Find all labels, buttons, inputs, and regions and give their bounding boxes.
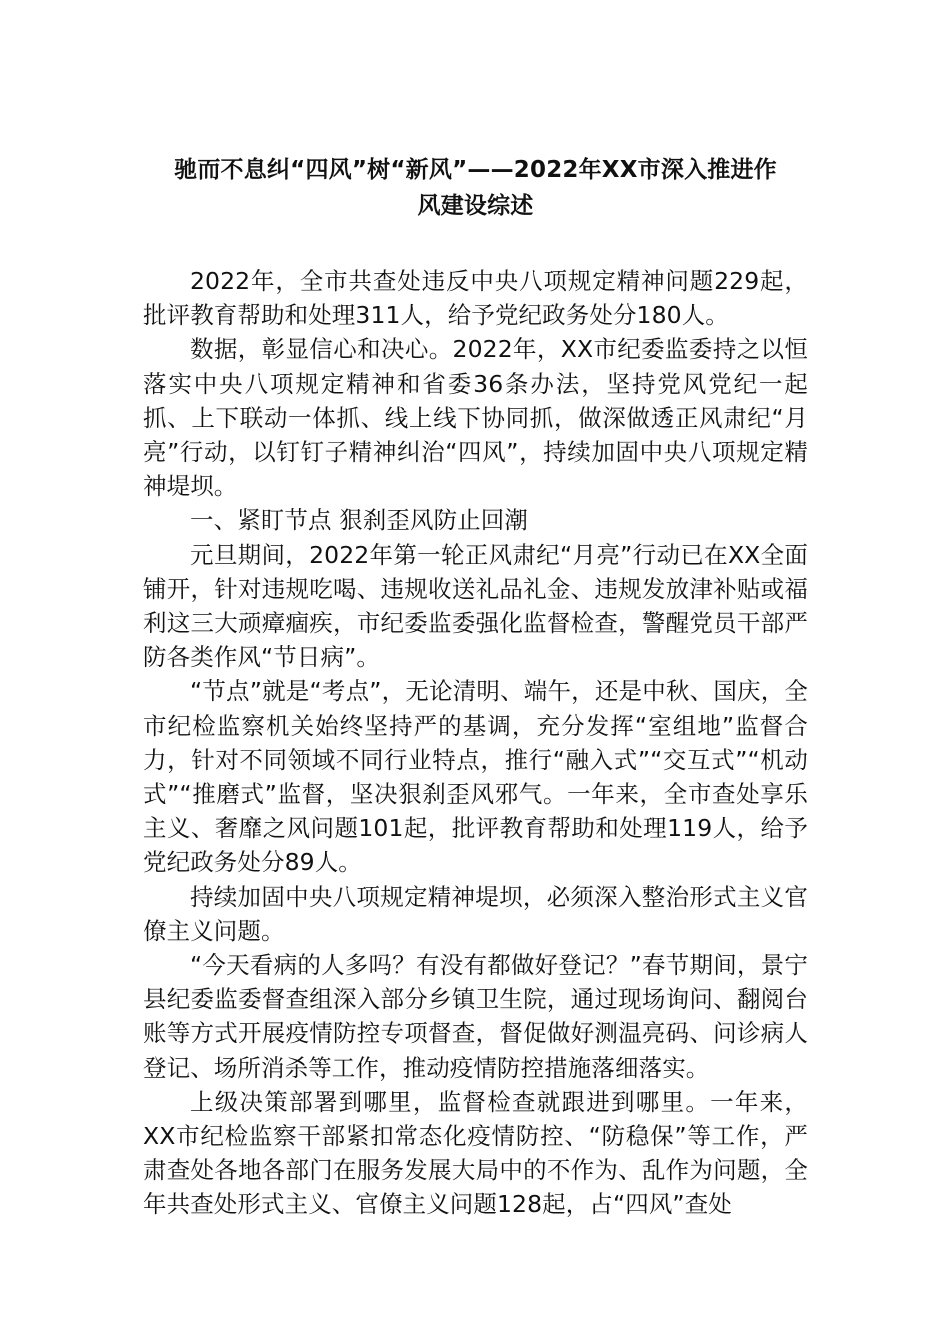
paragraph-festival-nodes: “节点”就是“考点”，无论清明、端午，还是中秋、国庆，全市纪检监察机关始终坚持严的基调，充分发挥“室组地”监督合力，针对不同领域不同行业特点，推行“融入式”“交互式”“机动式”“推磨式”监督，坚决狠刹歪风邪气。一年来，全市查处享乐主义、奢靡之风问题101起，批评教育帮助和处理119人，给予党纪政务处分89人。 [143, 677, 808, 877]
paragraph-formalism: 持续加固中央八项规定精神堤坝，必须深入整治形式主义官僚主义问题。 [143, 882, 808, 945]
paragraph-summary-stats: 2022年，全市共查处违反中央八项规定精神问题229起，批评教育帮助和处理311人，给予党纪政务处分180人。 [143, 267, 808, 330]
paragraph-new-year: 元旦期间，2022年第一轮正风肃纪“月亮”行动已在XX全面铺开，针对违规吃喝、违规收送礼品礼金、违规发放津补贴或福利这三大顽瘴痼疾，市纪委监委强化监督检查，警醒党员干部严防各类作风“节日病”。 [143, 540, 808, 672]
paragraph-jingning-inspection: “今天看病的人多吗？有没有都做好登记？”春节期间，景宁县纪委监委督查组深入部分乡镇卫生院，通过现场询问、翻阅台账等方式开展疫情防控专项督查，督促做好测温亮码、问诊病人登记、场所消杀等工作，推动疫情防控措施落细落实。 [143, 951, 808, 1082]
document-title-line-2: 风建设综述 [417, 193, 534, 219]
document-title [143, 152, 808, 224]
paragraph-supervision-follow-up: 上级决策部署到哪里，监督检查就跟进到哪里。一年来，XX市纪检监察干部紧扣常态化疫情防控、“防稳保”等工作，严肃查处各地各部门在服务发展大局中的不作为、乱作为问题，全年共查处形式主义、官僚主义问题128起，占“四风”查处 [143, 1087, 808, 1219]
document-body [143, 152, 808, 1222]
paragraph-confidence: 数据，彰显信心和决心。2022年，XX市纪委监委持之以恒落实中央八项规定精神和省委36条办法，坚持党风党纪一起抓、上下联动一体抓、线上线下协同抓，做深做透正风肃纪“月亮”行动，以钉钉子精神纠治“四风”，持续加固中央八项规定精神堤坝。 [143, 335, 808, 501]
section-heading-1: 一、紧盯节点 狠刹歪风防止回潮 [190, 506, 528, 535]
document-title-line-1: 驰而不息纠“四风”树“新风”——2022年XX市深入推进作 [174, 157, 777, 183]
